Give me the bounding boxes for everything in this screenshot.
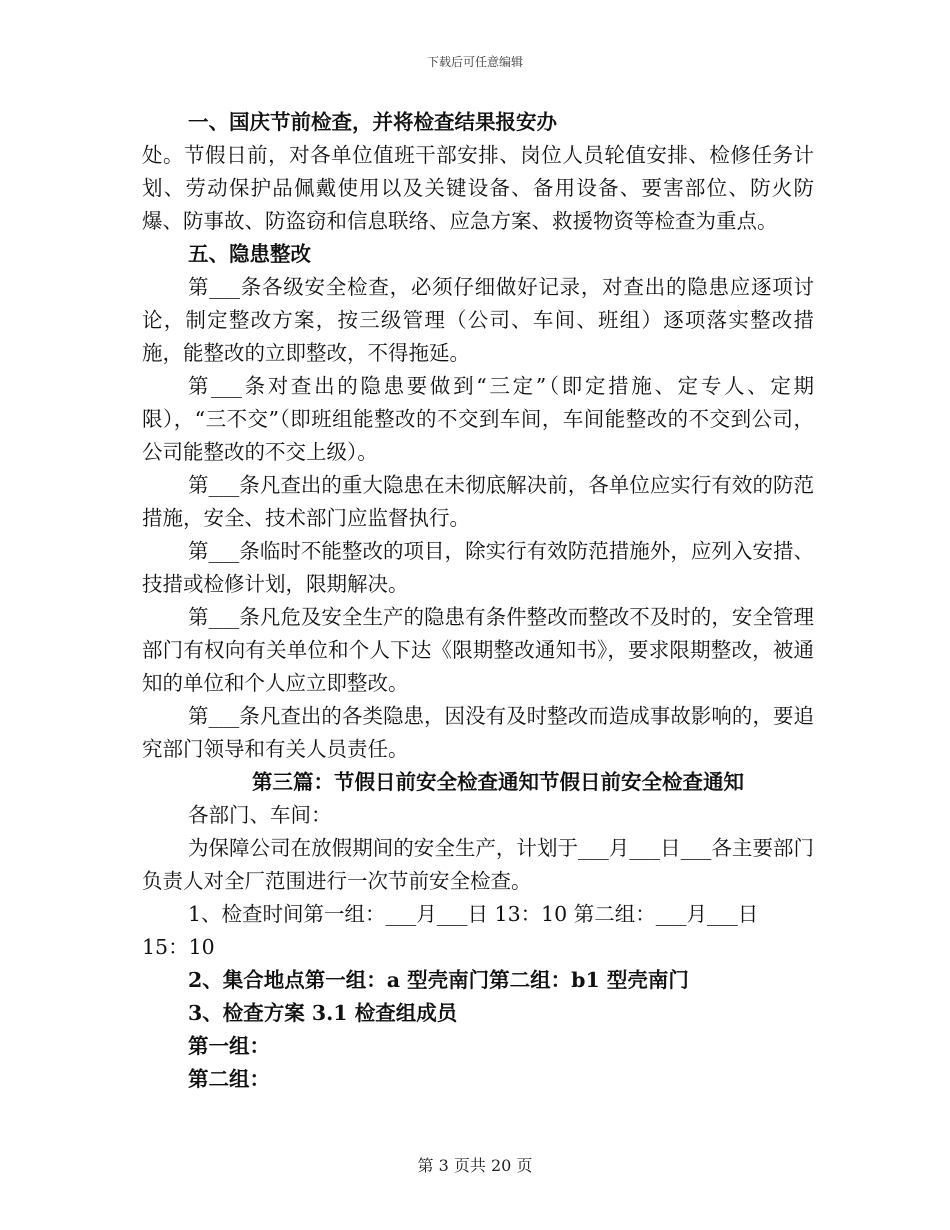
page-header: 下载后可任意编辑 [426, 55, 523, 69]
document-body [142, 106, 814, 1096]
item-check-time-cont: 15：10 [142, 935, 215, 959]
section-heading-1: 一、国庆节前检查，并将检查结果报安办 [188, 110, 557, 134]
greeting: 各部门、车间： [188, 803, 332, 827]
article-rectification-notice: 第___条凡危及安全生产的隐患有条件整改而整改不及时的，安全管理部门有权向有关单位和个人下达《限期整改通知书》，要求限期整改，被通知的单位和个人应立即整改。 [142, 605, 814, 695]
item-check-plan: 3、检查方案 3.1 检查组成员 [188, 1001, 458, 1025]
notice-intro: 为保障公司在放假期间的安全生产，计划于___月___日___各主要部门负责人对全厂范围进行一次节前安全检查。 [142, 836, 814, 893]
paragraph-inspection-focus: 处。节假日前，对各单位值班干部安排、岗位人员轮值安排、检修任务计划、劳动保护品佩戴使用以及关键设备、备用设备、要害部位、防火防爆、防事故、防盗窃和信息联络、应急方案、救援物资等检查为重点。 [142, 143, 814, 233]
article-temporary-items: 第___条临时不能整改的项目，除实行有效防范措施外，应列入安措、技措或检修计划，限期解决。 [142, 539, 814, 596]
item-meeting-place: 2、集合地点第一组：a 型壳南门第二组：b1 型壳南门 [188, 968, 689, 992]
article-accountability: 第___条凡查出的各类隐患，因没有及时整改而造成事故影响的，要追究部门领导和有关人员责任。 [142, 704, 814, 761]
group-two-label: 第二组： [188, 1067, 270, 1091]
article-three-fixes: 第___条对查出的隐患要做到“三定”（即定措施、定专人、定期限），“三不交”（即班组能整改的不交到车间，车间能整改的不交到公司，公司能整改的不交上级）。 [142, 374, 814, 464]
group-one-label: 第一组： [188, 1034, 270, 1058]
article-major-hazards: 第___条凡查出的重大隐患在未彻底解决前，各单位应实行有效的防范措施，安全、技术部门应监督执行。 [142, 473, 814, 530]
section-heading-5: 五、隐患整改 [188, 242, 311, 266]
article-record-keeping: 第___条各级安全检查，必须仔细做好记录，对查出的隐患应逐项讨论，制定整改方案，按三级管理（公司、车间、班组）逐项落实整改措施，能整改的立即整改，不得拖延。 [142, 275, 814, 365]
page-number: 第 3 页共 20 页 [417, 1156, 533, 1175]
item-check-time: 1、检查时间第一组：___月___日 13：10 第二组：___月___日 [188, 902, 759, 926]
part3-title: 第三篇：节假日前安全检查通知节假日前安全检查通知 [252, 770, 744, 794]
